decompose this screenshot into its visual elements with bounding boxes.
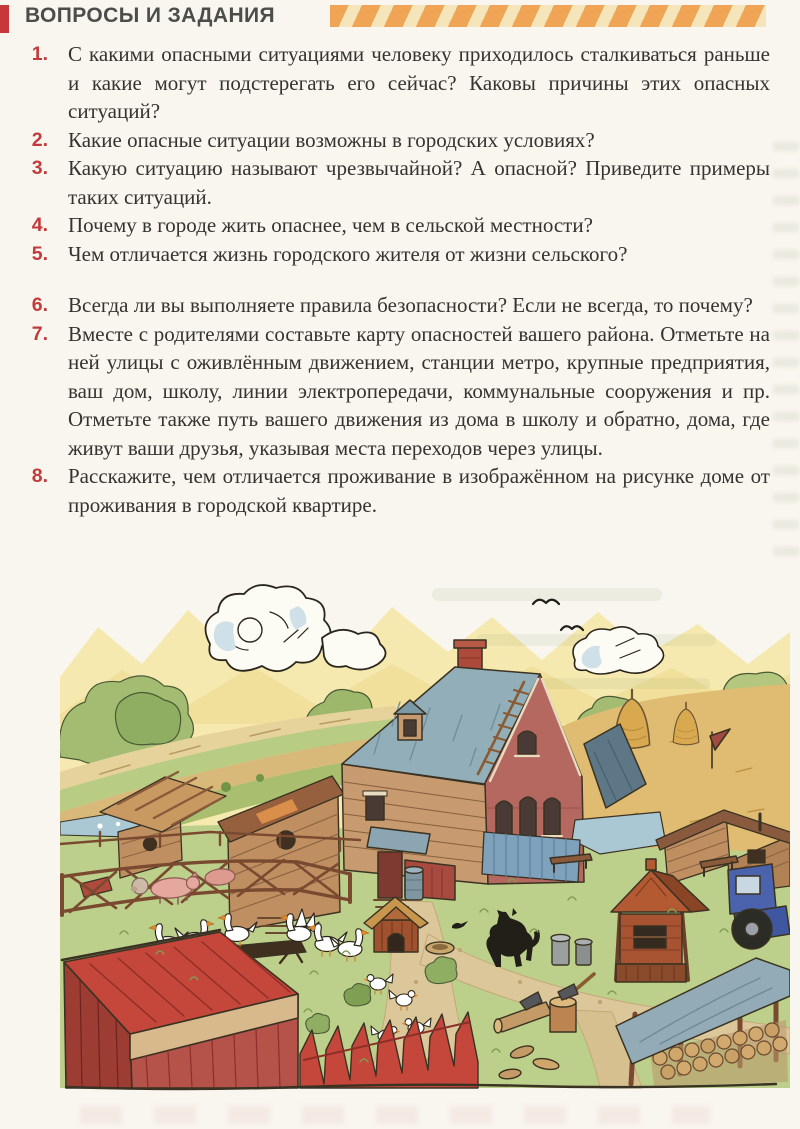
question-text: Какую ситуацию называют чрезвычайной? А опасной? Приведите примеры таких ситуаций. — [68, 156, 770, 209]
question-text: Почему в городе жить опаснее, чем в сельской местности? — [68, 213, 593, 237]
question-text: Какие опасные ситуации возможны в городских условиях? — [68, 127, 595, 152]
page-bleed-through-right — [773, 142, 799, 572]
question-text: Расскажите, чем отличается проживание в изображённом на рисунке доме от проживания в городской квартире. — [68, 464, 770, 517]
question-number: 2. — [31, 128, 48, 151]
gable-windows — [494, 797, 562, 839]
page-bleed-through-bottom — [80, 1106, 710, 1124]
question-number: 6. — [31, 294, 48, 316]
birds — [533, 600, 583, 630]
question-number: 3. — [31, 157, 48, 179]
question-item-1 — [0, 40, 770, 126]
question-item-6 — [0, 291, 770, 320]
question-number: 8. — [31, 465, 48, 487]
section-title: ВОПРОСЫ И ЗАДАНИЯ — [25, 4, 276, 27]
question-text: С какими опасными ситуациями человеку приходилось сталкиваться раньше и какие могут подстерегать его сейчас? Каковы причины этих опасных ситуаций? — [68, 42, 770, 123]
question-item-8 — [0, 462, 770, 519]
hazard-stripes-banner — [330, 5, 766, 27]
red-corner-mark — [0, 5, 9, 33]
village-illustration — [60, 582, 790, 1094]
question-number: 5. — [31, 242, 48, 265]
question-number: 1. — [31, 43, 48, 65]
question-item-2 — [0, 126, 770, 155]
dog-bowl — [426, 942, 454, 954]
question-item-4 — [0, 211, 770, 240]
question-text: Вместе с родителями составьте карту опасностей вашего района. Отметьте на ней улицы с оживлённым движением, станции метро, крупные предприятия, ваш дом, школу, линии электропередачи, коммунальные сооружения и пр. Отметьте также путь вашего движения из дома в школу и обратно, дома, где живут ваши друзья, указывая места переходов через улицы. — [68, 321, 770, 460]
question-number: 7. — [31, 322, 48, 345]
question-number: 4. — [31, 214, 48, 236]
question-item-5 — [0, 240, 770, 269]
question-item-3 — [0, 154, 770, 211]
question-text: Всегда ли вы выполняете правила безопасности? Если не всегда, то почему? — [68, 293, 753, 317]
question-item-7 — [0, 320, 770, 463]
questions-list — [0, 40, 772, 519]
question-text: Чем отличается жизнь городского жителя от жизни сельского? — [68, 241, 628, 266]
barrel — [405, 867, 423, 900]
